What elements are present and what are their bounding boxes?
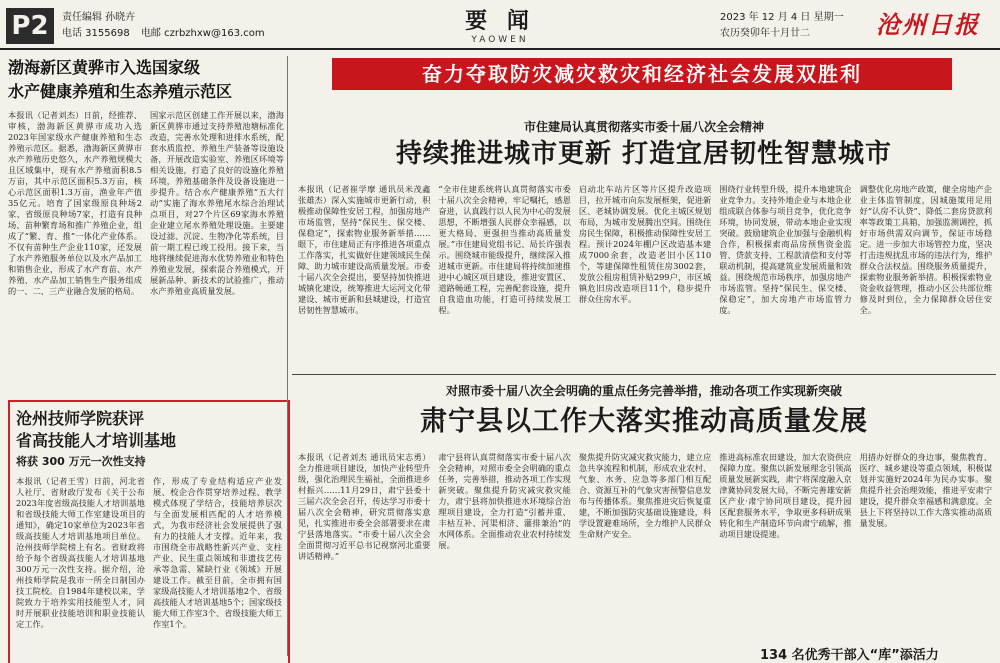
story-technician-college [8, 400, 290, 663]
editor-name: 责任编辑 孙晓卉 [62, 12, 136, 23]
story-technician-headline-2: 省高技能人才培训基地 [16, 431, 177, 450]
main-area [292, 56, 996, 660]
story-housing-col-4: 围绕行业转型升级，提升本地建筑企业竞争力。支持外地企业与本地企业组成联合体参与项目竞争，优化竞争环境，协同发展，带动本地企业实现突破。鼓励建筑企业加强与金融机构合作，积极探索商品房预售资金监管、贷款支持、工程款清偿和支付等联动机制，提高建筑业发展质量和效益。围绕规范市场秩序，加强房地产市场监管。坚持“保民生、保交楼、保稳定”，加大房地产市场监管力度。 [719, 184, 852, 315]
story-bohai [8, 56, 284, 297]
story-bohai-body-a: 本报讯（记者刘杰）日前，经推荐、审核，渤海新区黄骅市成功入选2023年国家级水产健康养殖和生态养殖示范区。据悉，渤海新区黄骅市水产养殖历史悠久，水产养殖规模大且区域集中，现有水产养殖面积8.5万亩，其中示范区面积5.3万亩，核心示范区面积1.3万亩，渔业年产值35亿元。培育了国家级原良种场2家、省级原良种场7家，打造有良种场、苗种繁育场和推广养殖企业，组成了“繁、育、推”一体化产业体系。不仅有苗种生产企业110家，还发展了水产养殖服务单位以及水产品加工和销售企业，形成了水产育苗、水产养殖、水产品加工销售生产服务组成的一、二、三产业融合发展的格局。 [8, 110, 142, 296]
story-technician-body-a: 本报讯（记者王雪）日前，河北省人社厅、省财政厅发布《关于公布2023年度省级高技能人才培训基地和省级技能大师工作室建设项目的通知》，确定10家单位为2023年省级高技能人才培训基地项目单位。沧州技师学院榜上有名。省财政将给予每个省级高技能人才培训基地300万元一次性支持。据介绍，沧州技师学院是我市一所全日制国办技工院校。自1984年建校以来，学院致力于培养实用技能型人才，同时开展职业技能培训和职业技能认定工作。 [16, 476, 145, 629]
story-technician-body-b: 作，形成了专业结构适应产业发展、校企合作贯穿培养过程、教学模式体现了学结合，技能培养层次与全面发展相匹配的人才培养模式，为我市经济社会发展提供了强有力的技能人才支撑。近年来，我市围绕全市战略性新兴产业、支柱产业、民生重点领域和非遗技艺传承等急需、紧缺行业《领域》开展建设工作。截至目前，全市拥有国家级高技能人才培训基地2个、省级高技能人才培训基地5个；国家级技能大师工作室3个、省级技能大师工作室1个。 [153, 476, 282, 629]
story-bohai-headline-1: 渤海新区黄骅市入选国家级 [8, 58, 201, 77]
editor-phone: 电话 3155698 [62, 28, 130, 39]
story-housing-col-2: “全市住建系统将认真贯彻落实市委十届八次全会精神，牢记嘱托，感恩奋进，认真践行以人民为中心的发展思想，不断增强人民群众幸福感，以更大格局、更强担当推动高质量发展。”市住建局党组书记、局长许强表示。围绕城市能级提升，继续深入推进城市更新。市住建局将持续加速推进中心城区项目建设，推进安置区、道路畅通工程，完善配套设施，提升自我造血功能，打造可持续发展工程。 [438, 184, 571, 315]
next-story-teaser: 134 名优秀干部入“库”添活力 [760, 648, 939, 663]
story-suning-col-5: 用措办好群众的身边事，聚焦教育、医疗、城乡建设等重点领域，积极谋划并实施好2024年为民办实事。聚焦提升社会治理效能，推进平安肃宁建设，提升群众幸福感和满意度。全县上下将坚持以工作大落实推动高质量发展。 [859, 452, 993, 528]
story-suning-col-1: 本报讯（记者刘杰 通讯员宋志勇）全力推进项目建设，加快产业转型升级，强化治理民生福祉，全面推进乡村振兴……11月29日，肃宁县委十三届六次全会召开，传达学习市委十届八次全会精神，研究贯彻落实意见，扎实推进市委全会部署要求在肃宁县落地落实。“市委十届八次全会全面贯彻习近平总书记视察河北重要讲话精神。” [298, 452, 431, 561]
date: 2023 年 12 月 4 日 星期一 [720, 12, 844, 23]
story-bohai-body-b: 国家示范区创建工作开展以来，渤海新区黄骅市通过支持养殖池塘标准化改造，完善水处理和进排水系统，配套水质监控、养殖生产装备等设施设备，开展改造实验室、养殖区环境等相关设施，打造了良好的设施化养殖环境，养殖基础条件及设备设施进一步提升。结合水产健康养殖“五大行动”实施了海水养殖尾水综合治理试点项目，对27个片区69家海水养殖企业建立尾水养殖处理设施。主要建设过滤、沉淀、生物净化等系统，目前一期工程已竣工投用。接下来，当地将继续促进海水优势养殖业和特色养殖业发展，探索混合养殖模式，开展新品种、新技术的试验推广，推动水产养殖业高质量发展。 [150, 110, 284, 296]
story-housing-col-3: 启动北车站片区等片区提升改造项目，拉开城市向东发展框架，促进新区、老城协调发展。优化主城区规划布局，为城市发展腾出空间。围绕住房民生保障，积极推动保障性安居工程。预计2024年棚户区改造基本建成7000余套，改造老旧小区110个，等建保障性租赁住房3002套，发放公租房租赁补贴299户，市区城镇危旧房改造项目11个，稳步提升群众住房水平。 [578, 184, 712, 304]
section-title-cn: 要 闻 [465, 9, 535, 34]
story-suning-headline: 肃宁县以工作大落实推动高质量发展 [420, 406, 868, 437]
masthead [0, 0, 1000, 50]
story-housing-kicker: 市住建局认真贯彻落实市委十届八次全会精神 [523, 120, 764, 134]
newspaper-logo: 沧州日报 [876, 11, 980, 39]
lunar-date: 农历癸卯年十月廿二 [720, 28, 810, 39]
story-suning-kicker: 对照市委十届八次全会明确的重点任务完善举措，推动各项工作实现新突破 [445, 384, 842, 398]
story-technician-subhead: 将获 300 万元一次性支持 [16, 455, 146, 468]
story-suning-col-3: 聚焦提升防灾减灾救灾能力，建立应急共享流程和机制，形成农业农村、气象、水务、应急等多部门相互配合、资源互补的气象灾害预警信息发布与传播体系。聚焦推进灾后恢复重建，不断加强防灾基础设施建设，科学设置避难场所，全力维护人民群众生命财产安全。 [578, 452, 712, 539]
story-suning-body [298, 452, 992, 562]
story-suning-col-2: 肃宁县将认真贯彻落实市委十届八次全会精神，对照市委全会明确的重点任务，完善举措，推动各项工作实现新突破。聚焦提升防灾减灾救灾能力，肃宁县将加快推进水环境综合治理项目建设，全力打造“引蓄并重、丰枯互补、河渠相济、灌排兼治”的水网体系。全面推动农业农村持续发展。 [438, 452, 571, 550]
dateline [720, 10, 844, 42]
editor-info [62, 10, 273, 42]
story-divider [292, 374, 996, 375]
story-housing-col-5: 调整优化房地产政策，健全房地产企业主体监管制度，因城施策用足用好“认房不认贷”、降低二套房贷款利率等政策工具箱，加强监测调控，抓好市场供需双向调节，保证市场稳定。进一步加大市场管控力度，坚决打击违规扰乱市场的违法行为，维护群众合法权益。围绕服务质量提升，探索物业服务新举措。积极探索物业资金收益管理，推动小区公共部位维修及时到位，全力保障群众居住安全。 [859, 184, 993, 315]
story-suning-col-4: 推进高标准农田建设，加大农资供应保障力度。聚焦以新发展理念引领高质量发展新实践，肃宁将深度融入京津冀协同发展大局，不断完善雄安新区产业·肃宁协同项目建设，提升园区配套服务水平，争取更多科研成果转化和生产制造环节向肃宁疏解，推动项目建设提速。 [719, 452, 852, 539]
left-column [8, 56, 284, 656]
section-title [440, 4, 560, 45]
column-divider [287, 56, 288, 656]
story-housing-col-1: 本报讯（记者崔学摩 通讯员米茂鑫 张雄杰）深入实施城市更新行动，积极推动保障性安居工程，加强房地产市场监管，坚持“保民生、保交楼、保稳定”，探索物业服务新举措……眼下，市住建局正有序推进各项重点工作落实，扎实做好住建领域民生保障、助力城市建设高质量发展。市委十届八次全会提出，要坚持加快推进城镇化建设，统筹推进大运河文化带建设、城市更新和县城建设，打造宜居韧性智慧城市。 [298, 184, 431, 315]
editor-email: 电邮 czrbzhxw@163.com [140, 28, 265, 39]
story-housing-headline: 持续推进城市更新 打造宜居韧性智慧城市 [395, 139, 893, 169]
banner-slogan: 奋力夺取防灾减灾救灾和经济社会发展双胜利 [332, 58, 952, 90]
story-technician-headline-1: 沧州技师学院获评 [16, 409, 145, 428]
story-housing-body [298, 184, 992, 316]
section-title-en: YAOWEN [471, 35, 529, 45]
story-bohai-headline-2: 水产健康养殖和生态养殖示范区 [8, 82, 233, 101]
page-number: P2 [6, 8, 54, 44]
